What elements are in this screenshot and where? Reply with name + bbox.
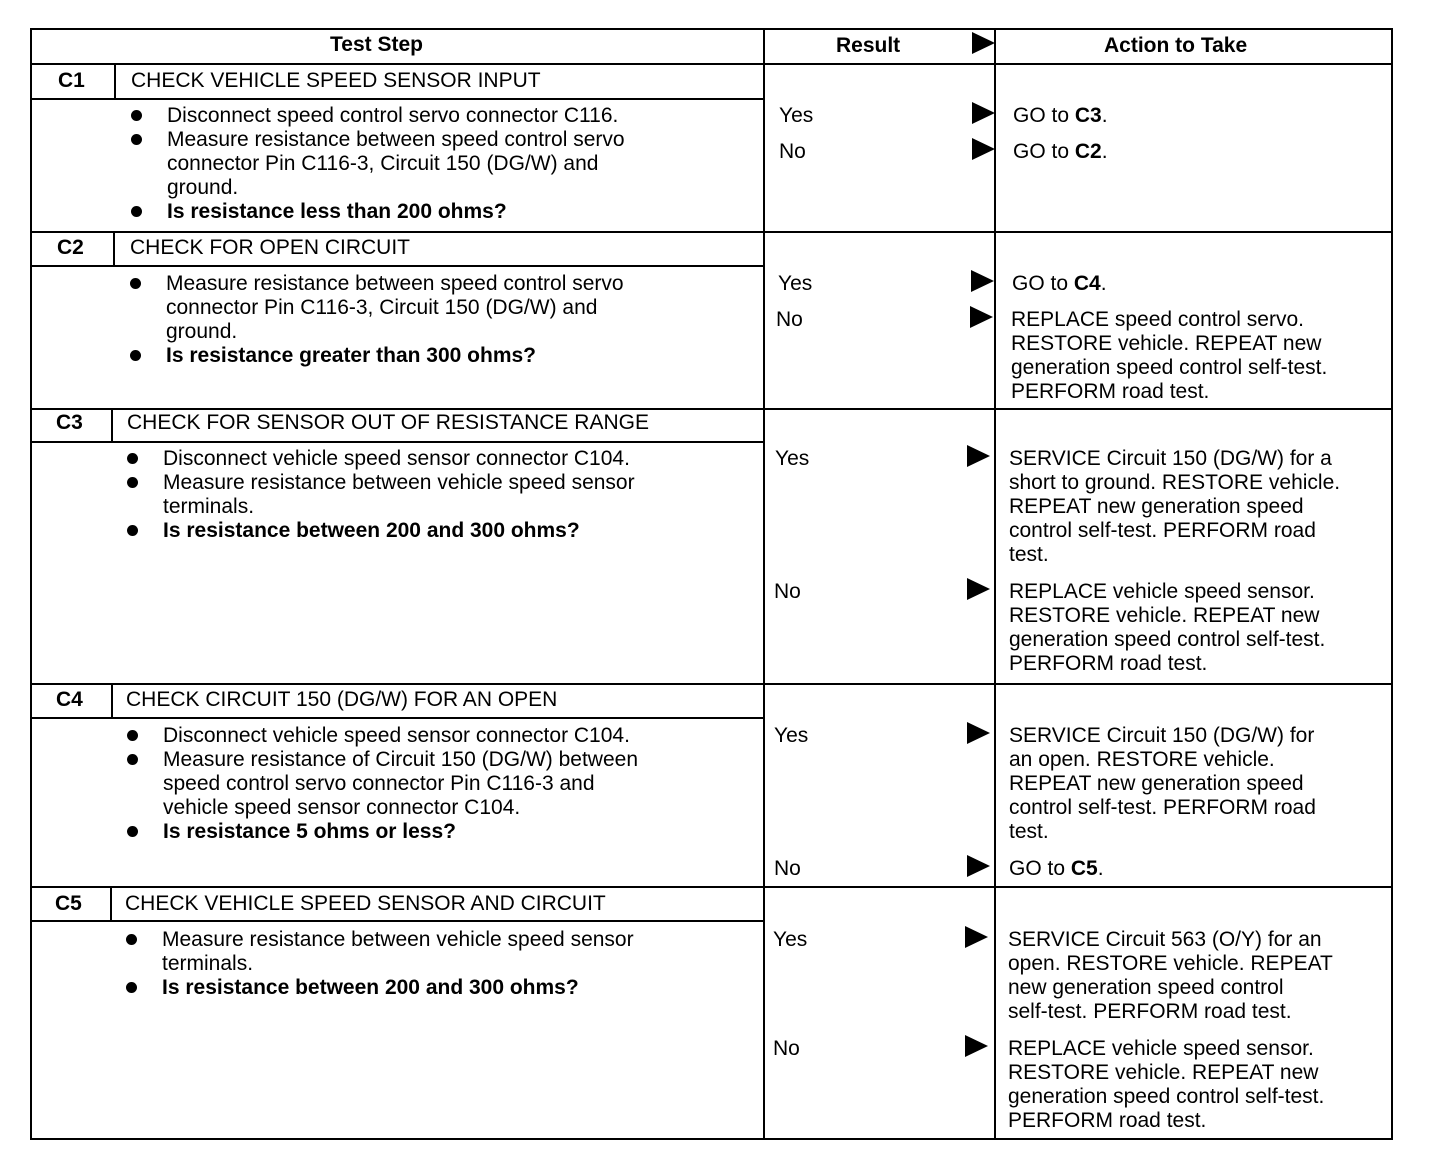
c5-bullet-1-line-1: Measure resistance between vehicle speed sensor bbox=[162, 928, 634, 951]
bullet-icon bbox=[130, 350, 141, 361]
c1-question: Is resistance less than 200 ohms? bbox=[167, 200, 507, 223]
c3-result-no: No bbox=[774, 580, 801, 603]
c4-result-no: No bbox=[774, 857, 801, 880]
c3-action-yes-line-2: short to ground. RESTORE vehicle. bbox=[1009, 471, 1341, 494]
c2-action-no-line-2: RESTORE vehicle. REPEAT new bbox=[1011, 332, 1322, 355]
result-column-divider bbox=[763, 28, 765, 1139]
bullet-icon bbox=[127, 525, 138, 536]
c1-result-yes: Yes bbox=[779, 104, 814, 127]
c3-bullet-2-line-1: Measure resistance between vehicle speed sensor bbox=[163, 471, 635, 494]
c2-yes-arrow-icon bbox=[971, 270, 994, 292]
c5-action-yes-line-3: new generation speed control bbox=[1008, 976, 1284, 999]
c2-top-border bbox=[30, 231, 1393, 233]
bullet-icon bbox=[131, 134, 142, 145]
c3-action-no-line-3: generation speed control self-test. bbox=[1009, 628, 1326, 651]
c1-bullet-1: Disconnect speed control servo connector C116. bbox=[167, 104, 619, 127]
header-action: Action to Take bbox=[1104, 34, 1248, 57]
c4-action-yes-line-5: test. bbox=[1009, 820, 1049, 843]
c2-action-yes: GO to C4. bbox=[1012, 272, 1107, 295]
c5-question: Is resistance between 200 and 300 ohms? bbox=[162, 976, 579, 999]
c4-bullet-2-line-3: vehicle speed sensor connector C104. bbox=[163, 796, 521, 819]
c3-no-arrow-icon bbox=[967, 578, 990, 600]
c5-yes-arrow-icon bbox=[965, 926, 988, 948]
c3-action-yes-line-1: SERVICE Circuit 150 (DG/W) for a bbox=[1009, 447, 1332, 470]
c2-bullet-1-line-1: Measure resistance between speed control servo bbox=[166, 272, 624, 295]
table-border-top bbox=[30, 28, 1393, 30]
c1-bullet-2-line-2: connector Pin C116-3, Circuit 150 (DG/W) and bbox=[167, 152, 599, 175]
c5-top-border bbox=[30, 886, 1393, 888]
header-arrow-icon bbox=[972, 32, 995, 54]
c4-action-yes-line-1: SERVICE Circuit 150 (DG/W) for bbox=[1009, 724, 1315, 747]
c1-id-divider bbox=[114, 64, 116, 98]
c3-bullet-1: Disconnect vehicle speed sensor connector C104. bbox=[163, 447, 630, 470]
c5-bullet-1-line-2: terminals. bbox=[162, 952, 254, 975]
c5-action-yes-line-1: SERVICE Circuit 563 (O/Y) for an bbox=[1008, 928, 1322, 951]
c2-step-id: C2 bbox=[57, 236, 84, 259]
c1-bullet-2-line-3: ground. bbox=[167, 176, 239, 199]
c2-action-no-line-1: REPLACE speed control servo. bbox=[1011, 308, 1304, 331]
c3-action-no-line-4: PERFORM road test. bbox=[1009, 652, 1208, 675]
c2-step-title: CHECK FOR OPEN CIRCUIT bbox=[130, 236, 411, 259]
c4-top-border bbox=[30, 683, 1393, 685]
c3-action-yes-line-3: REPEAT new generation speed bbox=[1009, 495, 1304, 518]
c2-result-no: No bbox=[776, 308, 803, 331]
c5-action-no-line-2: RESTORE vehicle. REPEAT new bbox=[1008, 1061, 1319, 1084]
c3-action-no-line-2: RESTORE vehicle. REPEAT new bbox=[1009, 604, 1320, 627]
c2-no-arrow-icon bbox=[970, 306, 993, 328]
c4-no-arrow-icon bbox=[967, 855, 990, 877]
c5-step-id: C5 bbox=[55, 892, 82, 915]
c5-action-no-line-4: PERFORM road test. bbox=[1008, 1109, 1207, 1132]
c4-question: Is resistance 5 ohms or less? bbox=[163, 820, 456, 843]
c3-title-underline bbox=[30, 441, 763, 443]
c1-action-yes: GO to C3. bbox=[1013, 104, 1108, 127]
c5-id-divider bbox=[110, 887, 112, 920]
bullet-icon bbox=[126, 934, 137, 945]
c4-action-no: GO to C5. bbox=[1009, 857, 1104, 880]
bullet-icon bbox=[127, 730, 138, 741]
c5-action-no-line-1: REPLACE vehicle speed sensor. bbox=[1008, 1037, 1314, 1060]
c1-title-underline bbox=[30, 98, 763, 100]
c4-result-yes: Yes bbox=[774, 724, 809, 747]
c3-action-yes-line-4: control self-test. PERFORM road bbox=[1009, 519, 1316, 542]
c4-bullet-2-line-2: speed control servo connector Pin C116-3 and bbox=[163, 772, 595, 795]
bullet-icon bbox=[127, 477, 138, 488]
table-border-left bbox=[30, 28, 32, 1139]
c4-bullet-2-line-1: Measure resistance of Circuit 150 (DG/W) between bbox=[163, 748, 639, 771]
bullet-icon bbox=[127, 826, 138, 837]
table-border-bottom bbox=[30, 1138, 1393, 1140]
c2-question: Is resistance greater than 300 ohms? bbox=[166, 344, 536, 367]
c3-bullet-2-line-2: terminals. bbox=[163, 495, 255, 518]
header-test-step: Test Step bbox=[330, 33, 423, 56]
table-border-right bbox=[1391, 28, 1393, 1139]
header-result: Result bbox=[836, 34, 901, 57]
c5-action-yes-line-2: open. RESTORE vehicle. REPEAT bbox=[1008, 952, 1333, 975]
c4-step-title: CHECK CIRCUIT 150 (DG/W) FOR AN OPEN bbox=[126, 688, 558, 711]
bullet-icon bbox=[126, 982, 137, 993]
c3-top-border bbox=[30, 408, 1393, 410]
bullet-icon bbox=[131, 110, 142, 121]
c3-action-no-line-1: REPLACE vehicle speed sensor. bbox=[1009, 580, 1315, 603]
c3-id-divider bbox=[111, 409, 113, 441]
c1-step-id: C1 bbox=[58, 69, 85, 92]
c5-result-no: No bbox=[773, 1037, 800, 1060]
c2-action-no-line-3: generation speed control self-test. bbox=[1011, 356, 1328, 379]
c1-yes-arrow-icon bbox=[972, 102, 995, 124]
c4-step-id: C4 bbox=[56, 688, 83, 711]
c2-result-yes: Yes bbox=[778, 272, 813, 295]
c5-title-underline bbox=[30, 920, 763, 922]
c5-result-yes: Yes bbox=[773, 928, 808, 951]
c1-step-title: CHECK VEHICLE SPEED SENSOR INPUT bbox=[131, 69, 541, 92]
c4-action-yes-line-4: control self-test. PERFORM road bbox=[1009, 796, 1316, 819]
c1-action-no: GO to C2. bbox=[1013, 140, 1108, 163]
c2-title-underline bbox=[30, 265, 763, 267]
c2-bullet-1-line-2: connector Pin C116-3, Circuit 150 (DG/W) and bbox=[166, 296, 598, 319]
c3-result-yes: Yes bbox=[775, 447, 810, 470]
c4-id-divider bbox=[111, 684, 113, 717]
c2-id-divider bbox=[113, 232, 115, 265]
c1-bullet-2-line-1: Measure resistance between speed control servo bbox=[167, 128, 625, 151]
c4-action-yes-line-3: REPEAT new generation speed bbox=[1009, 772, 1304, 795]
c4-bullet-1: Disconnect vehicle speed sensor connector C104. bbox=[163, 724, 630, 747]
c3-step-title: CHECK FOR SENSOR OUT OF RESISTANCE RANGE bbox=[127, 411, 649, 434]
c4-title-underline bbox=[30, 717, 763, 719]
bullet-icon bbox=[131, 206, 142, 217]
c3-question: Is resistance between 200 and 300 ohms? bbox=[163, 519, 580, 542]
bullet-icon bbox=[130, 278, 141, 289]
c4-action-yes-line-2: an open. RESTORE vehicle. bbox=[1009, 748, 1275, 771]
header-divider bbox=[30, 63, 1393, 65]
c2-bullet-1-line-3: ground. bbox=[166, 320, 238, 343]
c4-yes-arrow-icon bbox=[967, 722, 990, 744]
bullet-icon bbox=[127, 754, 138, 765]
c5-step-title: CHECK VEHICLE SPEED SENSOR AND CIRCUIT bbox=[125, 892, 606, 915]
c1-no-arrow-icon bbox=[972, 138, 995, 160]
c1-result-no: No bbox=[779, 140, 806, 163]
c5-no-arrow-icon bbox=[965, 1035, 988, 1057]
c3-yes-arrow-icon bbox=[967, 445, 990, 467]
c3-action-yes-line-5: test. bbox=[1009, 543, 1049, 566]
c5-action-no-line-3: generation speed control self-test. bbox=[1008, 1085, 1325, 1108]
action-column-divider bbox=[994, 28, 996, 1139]
c5-action-yes-line-4: self-test. PERFORM road test. bbox=[1008, 1000, 1292, 1023]
c2-action-no-line-4: PERFORM road test. bbox=[1011, 380, 1210, 403]
c3-step-id: C3 bbox=[56, 411, 83, 434]
bullet-icon bbox=[127, 453, 138, 464]
